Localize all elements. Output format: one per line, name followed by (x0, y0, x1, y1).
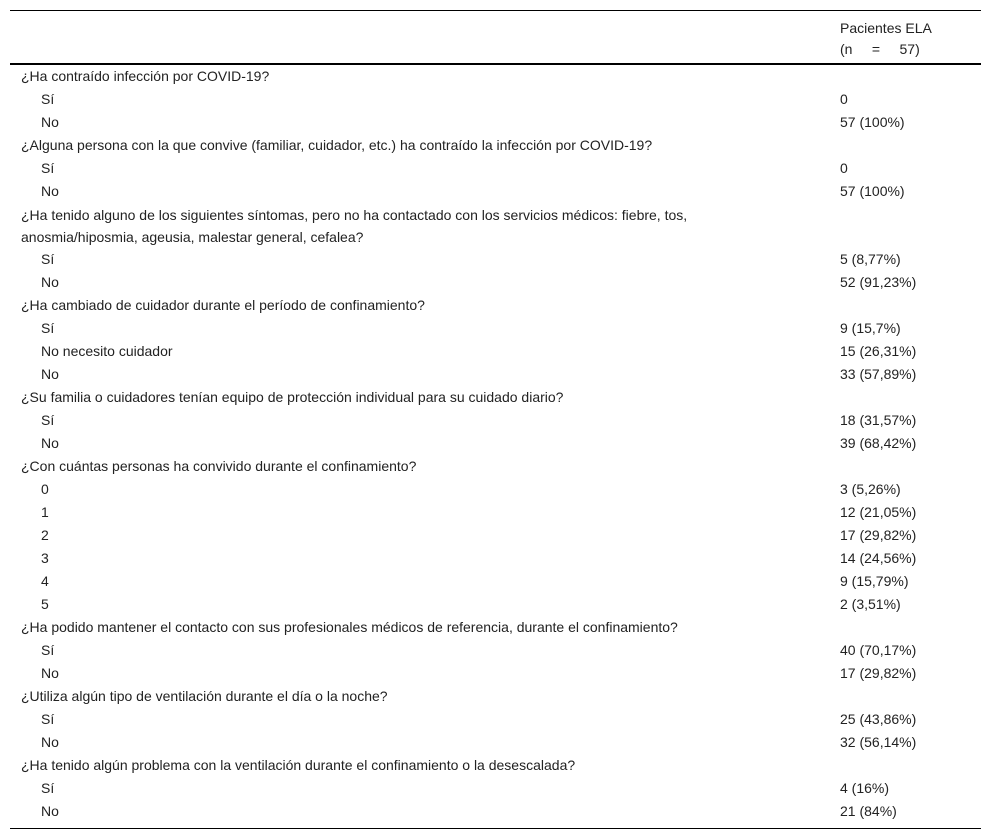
answer-row (10, 248, 981, 271)
answer-value: 52 (91,23%) (840, 274, 917, 290)
question-row (10, 455, 981, 478)
answer-value: 2 (3,51%) (840, 596, 901, 612)
answer-value: 12 (21,05%) (840, 504, 917, 520)
answer-label: No (41, 274, 59, 290)
answer-label: 0 (41, 481, 49, 497)
question-row (10, 754, 981, 777)
answer-value: 32 (56,14%) (840, 734, 917, 750)
answer-label: No (41, 734, 59, 750)
question-text-line-1: ¿Ha tenido alguno de los siguientes síntomas, pero no ha contactado con los servicios médicos: fiebre, tos, (21, 207, 688, 223)
question-row (10, 685, 981, 708)
answer-value: 57 (100%) (840, 114, 905, 130)
answer-row (10, 478, 981, 501)
answer-row (10, 800, 981, 829)
answer-row (10, 570, 981, 593)
answer-label: No (41, 665, 59, 681)
question-text (10, 203, 837, 248)
header-value-cell (837, 11, 981, 65)
answer-label: 1 (41, 504, 49, 520)
question-value (837, 134, 981, 157)
answer-row (10, 524, 981, 547)
answer-row (10, 111, 981, 134)
answer-label: No (41, 183, 59, 199)
answer-label: Sí (41, 251, 55, 267)
question-value (837, 386, 981, 409)
answer-value: 25 (43,86%) (840, 711, 917, 727)
answer-value: 39 (68,42%) (840, 435, 917, 451)
question-text-line-2: anosmia/hiposmia, ageusia, malestar general, cefalea? (21, 229, 364, 245)
answer-label: 4 (41, 573, 49, 589)
sample-size-label: (n = 57) (840, 41, 920, 57)
answer-row (10, 340, 981, 363)
question-value (837, 616, 981, 639)
answer-value: 33 (57,89%) (840, 366, 917, 382)
answer-row (10, 708, 981, 731)
question-value (837, 64, 981, 88)
answer-row (10, 777, 981, 800)
answer-label: 2 (41, 527, 49, 543)
question-text: ¿Ha contraído infección por COVID-19? (21, 68, 270, 84)
answer-row (10, 180, 981, 203)
results-table (10, 10, 981, 829)
answer-value: 5 (8,77%) (840, 251, 901, 267)
question-text: ¿Con cuántas personas ha convivido durante el confinamiento? (21, 458, 417, 474)
question-row (10, 134, 981, 157)
answer-label: Sí (41, 412, 55, 428)
question-value (837, 203, 981, 248)
answer-row (10, 88, 981, 111)
answer-label: Sí (41, 91, 55, 107)
answer-label: Sí (41, 780, 55, 796)
answer-value: 57 (100%) (840, 183, 905, 199)
answer-row (10, 409, 981, 432)
table-header-row (10, 11, 981, 65)
answer-row (10, 157, 981, 180)
answer-label: No (41, 114, 59, 130)
answer-label: Sí (41, 320, 55, 336)
question-value (837, 685, 981, 708)
answer-row (10, 432, 981, 455)
answer-row (10, 271, 981, 294)
answer-row (10, 547, 981, 570)
results-table-container (10, 10, 981, 829)
question-row (10, 203, 981, 248)
column-title: Pacientes ELA (840, 20, 932, 36)
answer-label: 3 (41, 550, 49, 566)
question-text: ¿Ha tenido algún problema con la ventilación durante el confinamiento o la desescalada? (21, 757, 576, 773)
answer-value: 9 (15,79%) (840, 573, 909, 589)
answer-value: 17 (29,82%) (840, 527, 917, 543)
answer-row (10, 501, 981, 524)
question-row (10, 616, 981, 639)
answer-row (10, 731, 981, 754)
answer-value: 3 (5,26%) (840, 481, 901, 497)
question-text: ¿Ha podido mantener el contacto con sus profesionales médicos de referencia, durante el confinamiento? (21, 619, 678, 635)
question-row (10, 64, 981, 88)
answer-value: 17 (29,82%) (840, 665, 917, 681)
answer-value: 0 (840, 91, 848, 107)
answer-value: 18 (31,57%) (840, 412, 917, 428)
header-empty-cell (10, 11, 837, 65)
question-value (837, 455, 981, 478)
question-row (10, 386, 981, 409)
question-text: ¿Alguna persona con la que convive (familiar, cuidador, etc.) ha contraído la infección por COVID-19? (21, 137, 653, 153)
answer-value: 0 (840, 160, 848, 176)
question-value (837, 754, 981, 777)
answer-value: 15 (26,31%) (840, 343, 917, 359)
answer-label: No necesito cuidador (41, 343, 173, 359)
question-value (837, 294, 981, 317)
answer-value: 4 (16%) (840, 780, 890, 796)
answer-label: 5 (41, 596, 49, 612)
answer-label: No (10, 800, 837, 829)
answer-label: Sí (41, 160, 55, 176)
question-text: ¿Utiliza algún tipo de ventilación durante el día o la noche? (21, 688, 388, 704)
answer-label: No (41, 435, 59, 451)
answer-value: 40 (70,17%) (840, 642, 917, 658)
answer-label: Sí (41, 711, 55, 727)
answer-value: 14 (24,56%) (840, 550, 917, 566)
answer-label: No (41, 366, 59, 382)
answer-row (10, 593, 981, 616)
answer-value: 9 (15,7%) (840, 320, 901, 336)
question-text: ¿Su familia o cuidadores tenían equipo de protección individual para su cuidado diario? (21, 389, 564, 405)
answer-label: Sí (41, 642, 55, 658)
question-row (10, 294, 981, 317)
answer-row (10, 363, 981, 386)
answer-row (10, 662, 981, 685)
answer-row (10, 317, 981, 340)
answer-row (10, 639, 981, 662)
question-text: ¿Ha cambiado de cuidador durante el período de confinamiento? (21, 297, 425, 313)
answer-value: 21 (84%) (837, 800, 981, 829)
